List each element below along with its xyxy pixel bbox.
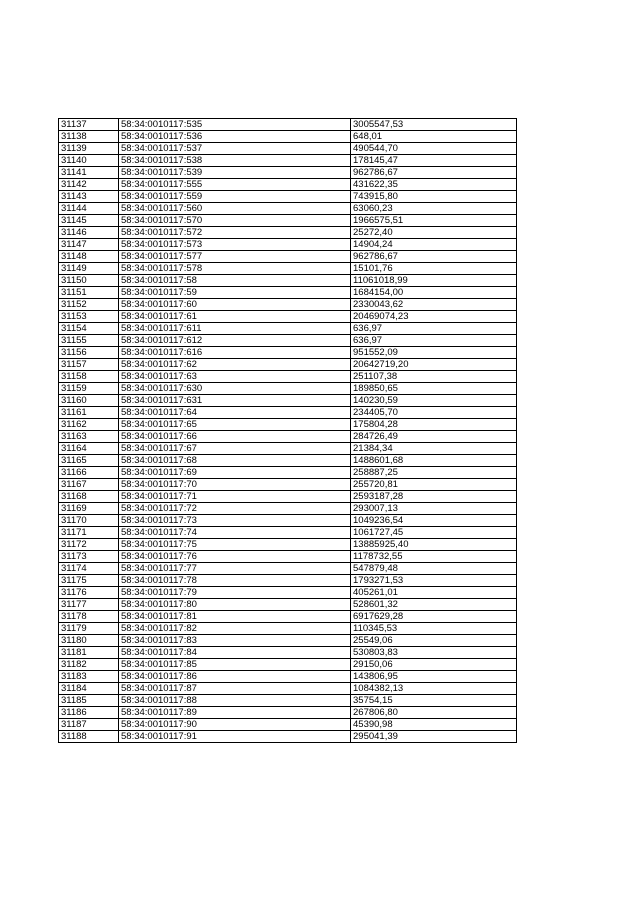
cadastral-number-cell: 58:34:0010117:631 (119, 395, 351, 407)
table-row (59, 179, 517, 191)
row-number-cell: 31147 (59, 239, 119, 251)
table-row (59, 155, 517, 167)
value-cell: 6917629,28 (351, 611, 517, 623)
row-number-cell: 31140 (59, 155, 119, 167)
cadastral-number-cell: 58:34:0010117:62 (119, 359, 351, 371)
table-row (59, 239, 517, 251)
value-cell: 25272,40 (351, 227, 517, 239)
row-number-cell: 31155 (59, 335, 119, 347)
value-cell: 11061018,99 (351, 275, 517, 287)
cadastral-number-cell: 58:34:0010117:77 (119, 563, 351, 575)
value-cell: 1684154,00 (351, 287, 517, 299)
cadastral-number-cell: 58:34:0010117:71 (119, 491, 351, 503)
value-cell: 490544,70 (351, 143, 517, 155)
cadastral-number-cell: 58:34:0010117:85 (119, 659, 351, 671)
table-row (59, 407, 517, 419)
table-row (59, 191, 517, 203)
row-number-cell: 31185 (59, 695, 119, 707)
value-cell: 267806,80 (351, 707, 517, 719)
cadastral-number-cell: 58:34:0010117:59 (119, 287, 351, 299)
row-number-cell: 31178 (59, 611, 119, 623)
row-number-cell: 31159 (59, 383, 119, 395)
cadastral-number-cell: 58:34:0010117:63 (119, 371, 351, 383)
row-number-cell: 31183 (59, 671, 119, 683)
row-number-cell: 31158 (59, 371, 119, 383)
row-number-cell: 31167 (59, 479, 119, 491)
cadastral-number-cell: 58:34:0010117:87 (119, 683, 351, 695)
row-number-cell: 31150 (59, 275, 119, 287)
row-number-cell: 31145 (59, 215, 119, 227)
cadastral-number-cell: 58:34:0010117:73 (119, 515, 351, 527)
cadastral-number-cell: 58:34:0010117:75 (119, 539, 351, 551)
value-cell: 2593187,28 (351, 491, 517, 503)
table-row (59, 575, 517, 587)
cadastral-number-cell: 58:34:0010117:539 (119, 167, 351, 179)
row-number-cell: 31184 (59, 683, 119, 695)
cadastral-number-cell: 58:34:0010117:64 (119, 407, 351, 419)
row-number-cell: 31163 (59, 431, 119, 443)
value-cell: 14904,24 (351, 239, 517, 251)
row-number-cell: 31146 (59, 227, 119, 239)
row-number-cell: 31177 (59, 599, 119, 611)
table-row (59, 539, 517, 551)
row-number-cell: 31175 (59, 575, 119, 587)
value-cell: 175804,28 (351, 419, 517, 431)
value-cell: 258887,25 (351, 467, 517, 479)
row-number-cell: 31168 (59, 491, 119, 503)
cadastral-number-cell: 58:34:0010117:538 (119, 155, 351, 167)
table-row (59, 143, 517, 155)
row-number-cell: 31154 (59, 323, 119, 335)
row-number-cell: 31148 (59, 251, 119, 263)
value-cell: 293007,13 (351, 503, 517, 515)
cadastral-number-cell: 58:34:0010117:578 (119, 263, 351, 275)
row-number-cell: 31156 (59, 347, 119, 359)
table-row (59, 287, 517, 299)
table-row (59, 335, 517, 347)
value-cell: 405261,01 (351, 587, 517, 599)
value-cell: 1966575,51 (351, 215, 517, 227)
table-row (59, 635, 517, 647)
value-cell: 431622,35 (351, 179, 517, 191)
table-row (59, 251, 517, 263)
table-row (59, 719, 517, 731)
row-number-cell: 31187 (59, 719, 119, 731)
register-table (58, 118, 517, 743)
row-number-cell: 31186 (59, 707, 119, 719)
cadastral-number-cell: 58:34:0010117:537 (119, 143, 351, 155)
row-number-cell: 31161 (59, 407, 119, 419)
cadastral-number-cell: 58:34:0010117:612 (119, 335, 351, 347)
row-number-cell: 31182 (59, 659, 119, 671)
table-row (59, 131, 517, 143)
row-number-cell: 31142 (59, 179, 119, 191)
table-row (59, 431, 517, 443)
cadastral-number-cell: 58:34:0010117:58 (119, 275, 351, 287)
row-number-cell: 31149 (59, 263, 119, 275)
table-row (59, 647, 517, 659)
row-number-cell: 31153 (59, 311, 119, 323)
cadastral-number-cell: 58:34:0010117:570 (119, 215, 351, 227)
row-number-cell: 31180 (59, 635, 119, 647)
row-number-cell: 31176 (59, 587, 119, 599)
value-cell: 63060,23 (351, 203, 517, 215)
row-number-cell: 31162 (59, 419, 119, 431)
table-row (59, 347, 517, 359)
value-cell: 255720,81 (351, 479, 517, 491)
table-row (59, 443, 517, 455)
table-row (59, 515, 517, 527)
table-row (59, 215, 517, 227)
row-number-cell: 31169 (59, 503, 119, 515)
cadastral-number-cell: 58:34:0010117:91 (119, 731, 351, 743)
value-cell: 1793271,53 (351, 575, 517, 587)
table-row (59, 119, 517, 131)
table-row (59, 383, 517, 395)
value-cell: 25549,06 (351, 635, 517, 647)
value-cell: 962786,67 (351, 167, 517, 179)
cadastral-number-cell: 58:34:0010117:82 (119, 623, 351, 635)
value-cell: 143806,95 (351, 671, 517, 683)
value-cell: 951552,09 (351, 347, 517, 359)
cadastral-number-cell: 58:34:0010117:80 (119, 599, 351, 611)
table-row (59, 167, 517, 179)
cadastral-number-cell: 58:34:0010117:72 (119, 503, 351, 515)
row-number-cell: 31141 (59, 167, 119, 179)
cadastral-number-cell: 58:34:0010117:89 (119, 707, 351, 719)
value-cell: 1488601,68 (351, 455, 517, 467)
row-number-cell: 31166 (59, 467, 119, 479)
row-number-cell: 31143 (59, 191, 119, 203)
value-cell: 234405,70 (351, 407, 517, 419)
cadastral-number-cell: 58:34:0010117:76 (119, 551, 351, 563)
value-cell: 1178732,55 (351, 551, 517, 563)
value-cell: 15101,76 (351, 263, 517, 275)
row-number-cell: 31137 (59, 119, 119, 131)
table-row (59, 623, 517, 635)
cadastral-number-cell: 58:34:0010117:86 (119, 671, 351, 683)
table-row (59, 419, 517, 431)
row-number-cell: 31157 (59, 359, 119, 371)
row-number-cell: 31139 (59, 143, 119, 155)
cadastral-number-cell: 58:34:0010117:88 (119, 695, 351, 707)
row-number-cell: 31188 (59, 731, 119, 743)
cadastral-number-cell: 58:34:0010117:535 (119, 119, 351, 131)
table-row (59, 527, 517, 539)
table-row (59, 599, 517, 611)
table-row (59, 263, 517, 275)
value-cell: 636,97 (351, 335, 517, 347)
value-cell: 20469074,23 (351, 311, 517, 323)
value-cell: 1049236,54 (351, 515, 517, 527)
row-number-cell: 31152 (59, 299, 119, 311)
row-number-cell: 31172 (59, 539, 119, 551)
cadastral-number-cell: 58:34:0010117:577 (119, 251, 351, 263)
table-row (59, 671, 517, 683)
cadastral-number-cell: 58:34:0010117:611 (119, 323, 351, 335)
table-row (59, 491, 517, 503)
value-cell: 45390,98 (351, 719, 517, 731)
value-cell: 528601,32 (351, 599, 517, 611)
value-cell: 140230,59 (351, 395, 517, 407)
row-number-cell: 31181 (59, 647, 119, 659)
cadastral-number-cell: 58:34:0010117:536 (119, 131, 351, 143)
cadastral-number-cell: 58:34:0010117:79 (119, 587, 351, 599)
table-row (59, 611, 517, 623)
value-cell: 2330043,62 (351, 299, 517, 311)
value-cell: 284726,49 (351, 431, 517, 443)
table-row (59, 203, 517, 215)
row-number-cell: 31165 (59, 455, 119, 467)
value-cell: 189850,65 (351, 383, 517, 395)
table-row (59, 275, 517, 287)
cadastral-number-cell: 58:34:0010117:90 (119, 719, 351, 731)
cadastral-number-cell: 58:34:0010117:69 (119, 467, 351, 479)
value-cell: 1084382,13 (351, 683, 517, 695)
cadastral-number-cell: 58:34:0010117:83 (119, 635, 351, 647)
row-number-cell: 31174 (59, 563, 119, 575)
value-cell: 636,97 (351, 323, 517, 335)
table-row (59, 683, 517, 695)
value-cell: 13885925,40 (351, 539, 517, 551)
cadastral-number-cell: 58:34:0010117:559 (119, 191, 351, 203)
cadastral-number-cell: 58:34:0010117:84 (119, 647, 351, 659)
row-number-cell: 31138 (59, 131, 119, 143)
cadastral-number-cell: 58:34:0010117:67 (119, 443, 351, 455)
table-row (59, 563, 517, 575)
table-row (59, 551, 517, 563)
table-row (59, 323, 517, 335)
table-row (59, 227, 517, 239)
table-row (59, 359, 517, 371)
value-cell: 251107,38 (351, 371, 517, 383)
table-row (59, 731, 517, 743)
value-cell: 3005547,53 (351, 119, 517, 131)
value-cell: 743915,80 (351, 191, 517, 203)
cadastral-number-cell: 58:34:0010117:616 (119, 347, 351, 359)
row-number-cell: 31164 (59, 443, 119, 455)
row-number-cell: 31151 (59, 287, 119, 299)
table-row (59, 659, 517, 671)
cadastral-number-cell: 58:34:0010117:66 (119, 431, 351, 443)
value-cell: 962786,67 (351, 251, 517, 263)
row-number-cell: 31160 (59, 395, 119, 407)
row-number-cell: 31179 (59, 623, 119, 635)
table-row (59, 707, 517, 719)
value-cell: 29150,06 (351, 659, 517, 671)
value-cell: 110345,53 (351, 623, 517, 635)
value-cell: 20642719,20 (351, 359, 517, 371)
cadastral-number-cell: 58:34:0010117:68 (119, 455, 351, 467)
table-row (59, 455, 517, 467)
row-number-cell: 31170 (59, 515, 119, 527)
cadastral-number-cell: 58:34:0010117:630 (119, 383, 351, 395)
cadastral-number-cell: 58:34:0010117:60 (119, 299, 351, 311)
value-cell: 547879,48 (351, 563, 517, 575)
cadastral-number-cell: 58:34:0010117:74 (119, 527, 351, 539)
value-cell: 178145,47 (351, 155, 517, 167)
cadastral-number-cell: 58:34:0010117:65 (119, 419, 351, 431)
table-row (59, 695, 517, 707)
cadastral-number-cell: 58:34:0010117:573 (119, 239, 351, 251)
table-row (59, 395, 517, 407)
value-cell: 1061727,45 (351, 527, 517, 539)
table-row (59, 371, 517, 383)
value-cell: 21384,34 (351, 443, 517, 455)
cadastral-number-cell: 58:34:0010117:70 (119, 479, 351, 491)
table-row (59, 479, 517, 491)
table-row (59, 311, 517, 323)
cadastral-number-cell: 58:34:0010117:560 (119, 203, 351, 215)
cadastral-number-cell: 58:34:0010117:572 (119, 227, 351, 239)
value-cell: 648,01 (351, 131, 517, 143)
row-number-cell: 31171 (59, 527, 119, 539)
table-row (59, 299, 517, 311)
cadastral-number-cell: 58:34:0010117:81 (119, 611, 351, 623)
table-row (59, 467, 517, 479)
cadastral-number-cell: 58:34:0010117:555 (119, 179, 351, 191)
value-cell: 35754,15 (351, 695, 517, 707)
value-cell: 530803,83 (351, 647, 517, 659)
register-table-body (59, 119, 517, 743)
value-cell: 295041,39 (351, 731, 517, 743)
table-row (59, 503, 517, 515)
row-number-cell: 31173 (59, 551, 119, 563)
cadastral-number-cell: 58:34:0010117:78 (119, 575, 351, 587)
row-number-cell: 31144 (59, 203, 119, 215)
table-row (59, 587, 517, 599)
cadastral-number-cell: 58:34:0010117:61 (119, 311, 351, 323)
